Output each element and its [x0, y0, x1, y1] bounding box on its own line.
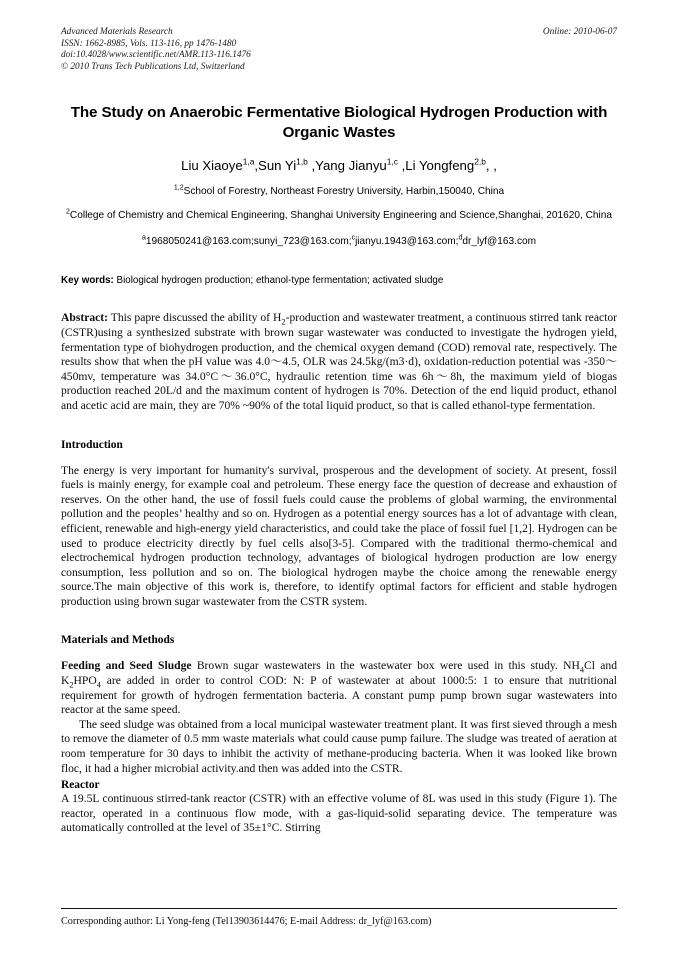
online-date: Online: 2010-06-07	[542, 27, 617, 37]
feeding-subscript-3: 4	[96, 680, 101, 690]
page-content	[61, 27, 617, 836]
journal-name: Advanced Materials Research	[61, 27, 173, 37]
page-title	[61, 103, 617, 142]
reactor-paragraph: A 19.5L continuous stirred-tank reactor (CSTR) with an effective volume of 8L was used in this study (Figure 1). The reactor, operated in a continuous flow mode, with a gas-liquid-solid separating device. The temperature was automatically controlled at the level of 35±1°C. Stirring	[61, 792, 617, 835]
section-heading-materials-and-methods: Materials and Methods	[61, 634, 175, 647]
abstract-text-part-1: This papre discussed the ability of H	[108, 311, 282, 325]
footer-divider	[61, 908, 617, 909]
feeding-and-seed-sludge-label: Feeding and Seed Sludge	[61, 659, 192, 673]
affiliation-text-1: School of Forestry, Northeast Forestry University, Harbin,150040, China	[183, 186, 505, 198]
paper-title-line-1: The Study on Anaerobic Fermentative Biological Hydrogen Production	[70, 104, 574, 122]
feeding-subscript-2: 2	[69, 680, 74, 690]
keywords-label: Key words:	[61, 275, 114, 287]
feeding-text-b: Cl and K	[61, 659, 617, 688]
email-address-c: jianyu.1943@163.com;	[355, 236, 459, 248]
affiliation-mark-1: 1,2	[173, 185, 184, 193]
abstract-text-part-2: -production and wastewater treatment, a continuous stirred tank reactor (CSTR)using a synthesized substrate with brown sugar wastewater was conducted to investigate the hydrogen yield, fermentation type of biohydrogen production, and the chemical oxygen demand (COD) removal rate, respectively. The results show that when the pH value was 4.0～4.5, OLR was 24.5kg/(m3·d), oxidation-reduction potential was -350～450mv, temperature was 34.0°C～36.0°C, hydraulic retention time was 6h～8h, the maximum yield of biogas production reached 20L/d and the maximum content of hydrogen is 70%. Detection of the end liquid product, ethanol and acetic acid are main, they are 70% ~90% of the total liquid product, so that is called ethanol-type fermentation.	[61, 311, 617, 412]
author-affil-mark-3: 1,c	[386, 156, 398, 167]
author-name-1: Liu Xiaoye	[181, 158, 243, 174]
email-address-a: 1968050241@163.com;sunyi_723@163.com;	[145, 236, 352, 248]
email-address-d: dr_lyf@163.com	[462, 236, 537, 248]
email-mark-c: c	[351, 235, 356, 243]
author-affil-mark-2: 1,b	[296, 156, 308, 167]
author-trailing-marks: , ,	[485, 158, 497, 174]
feeding-subscript-1: 4	[579, 665, 585, 675]
author-affil-mark-1: 1,a	[242, 156, 255, 167]
affiliation-2	[61, 209, 617, 223]
author-name-4: Li Yongfeng	[405, 158, 475, 174]
paper-title-line-2: with Organic Wastes	[282, 104, 608, 141]
author-list	[61, 157, 617, 174]
email-mark-d: d	[458, 235, 463, 243]
abstract-label: Abstract:	[61, 311, 109, 325]
corresponding-author-note: Corresponding author: Li Yong-feng (Tel13903614476; E-mail Address: dr_lyf@163.com)	[61, 916, 432, 927]
introduction-paragraph: The energy is very important for humanity's survival, prosperous and the development of society. At present, fossil fuels is mainly energy, for example coal and petroleum. These energy face the question of decrease and exhaustion of reserves. On the other hand, the use of fossil fuels could cause the problems of global warming, the environmental pollution and the peoples’ healthy and so on. Hydrogen as a potential energy sources has a lot of advantage with clean, efficient, renewable and high-energy yield characteristics, and could take the place of fossil fuel [1,2]. Hydrogen can be used to produce electricity directly by fuel cells also[3-5]. Compared with the traditional thermo-chemical and electrochemical hydrogen production technology, advantages of biological hydrogen production are low energy consumption, less pollution and so on. The biological hydrogen maybe the choice among the renewable energy source.The main objective of this work is, therefore, to identify optimal factors for efficient and stable hydrogen production using brown sugar wastewater from the CSTR system.	[61, 463, 617, 608]
author-emails	[61, 235, 617, 249]
journal-issn-line: ISSN: 1662-8985, Vols. 113-116, pp 1476-1480	[61, 38, 237, 49]
affiliation-text-2: College of Chemistry and Chemical Engineering, Shanghai University Engineering and Science,Shanghai, 201620, China	[69, 210, 612, 222]
feeding-and-seed-sludge-paragraph	[61, 659, 617, 717]
author-name-3: Yang Jianyu	[315, 158, 387, 174]
journal-copyright-line: © 2010 Trans Tech Publications Ltd, Switzerland	[61, 61, 245, 72]
journal-doi-line: doi:10.4028/www.scientific.net/AMR.113-116.1476	[61, 50, 251, 61]
keywords-line	[61, 274, 617, 287]
author-separator-1: ,	[254, 158, 259, 174]
journal-header	[61, 27, 617, 73]
author-name-2: Sun Yi	[258, 158, 297, 174]
author-affil-mark-4: 2,b	[474, 156, 486, 167]
feeding-text-d: are added in order to control COD: N: P of wastewater at about 1000:5: 1 to ensure that nutritional requirement for growth of hydrogen fermentation bacteria. A constant pump pump brown sugar wastewaters into reactor at the same speed.	[61, 674, 617, 717]
affiliation-1	[61, 185, 617, 199]
feeding-text-c: HPO	[73, 674, 97, 688]
author-separator-3: ,	[397, 158, 406, 174]
affiliation-mark-2: 2	[66, 209, 70, 217]
keywords-text: Biological hydrogen production; ethanol-type fermentation; activated sludge	[116, 275, 444, 287]
author-separator-2: ,	[307, 158, 316, 174]
abstract-subscript-1: 2	[281, 317, 286, 327]
journal-header-top-row	[61, 27, 617, 39]
page-footer	[61, 908, 617, 928]
section-heading-introduction: Introduction	[61, 438, 123, 451]
section-heading-reactor: Reactor	[61, 779, 100, 792]
email-mark-a: a	[141, 235, 146, 243]
feeding-text-a: Brown sugar wastewaters in the wastewater box were used in this study. NH	[191, 659, 580, 673]
seed-sludge-paragraph: The seed sludge was obtained from a local municipal wastewater treatment plant. It was first sieved through a mesh to remove the diameter of 0.5 mm waste materials what could cause pump failure. The sludge was treated of aeration at room temperature for 30 days to inhibit the activity of methane-producing bacteria. When it was looked like brown floc, it had a higher microbial activity.and then was added into the CSTR.	[61, 717, 617, 775]
abstract-block	[61, 311, 617, 413]
